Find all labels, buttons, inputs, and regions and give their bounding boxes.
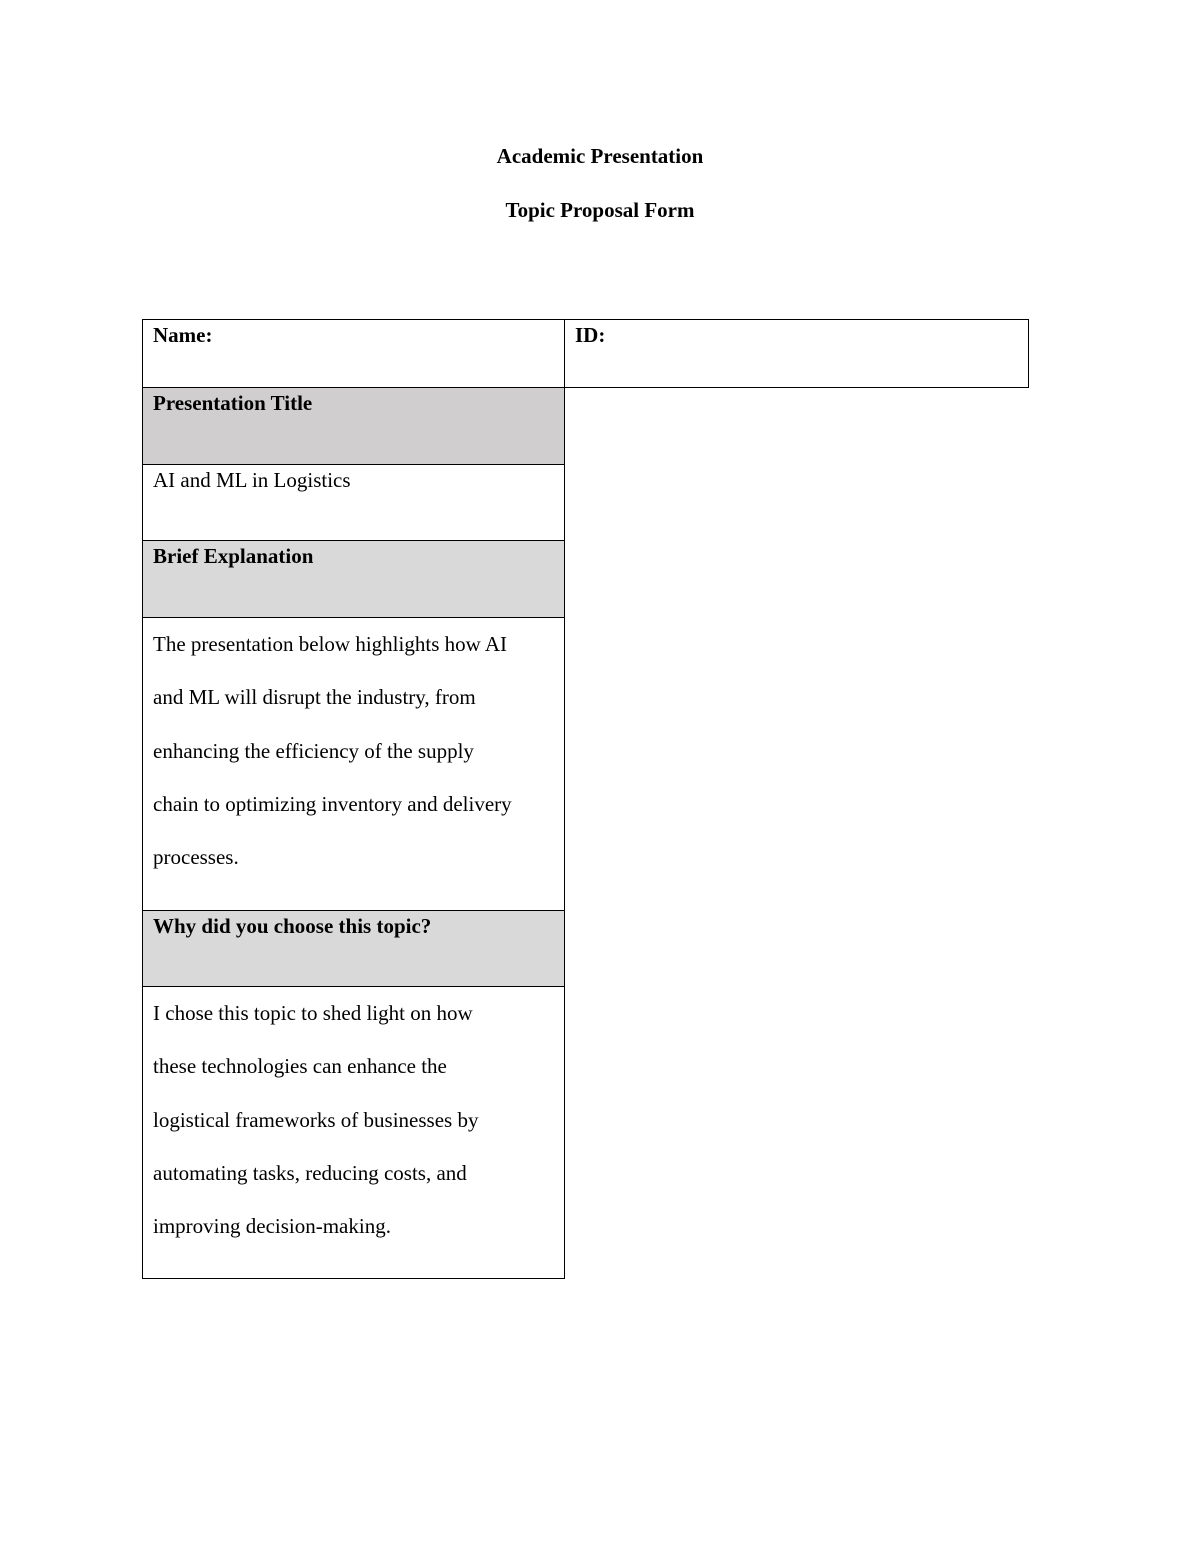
why-topic-text-cell[interactable]: [142, 986, 565, 1279]
presentation-title-heading: Presentation Title: [153, 391, 313, 415]
why-topic-heading-cell: [142, 910, 565, 987]
brief-explanation-line: chain to optimizing inventory and delivery: [153, 791, 512, 816]
why-topic-heading: Why did you choose this topic?: [153, 914, 432, 938]
id-field[interactable]: [564, 319, 1029, 388]
id-label: ID:: [575, 323, 606, 347]
brief-explanation-text-cell[interactable]: [142, 617, 565, 911]
presentation-title-value-cell[interactable]: [142, 464, 565, 541]
brief-explanation-line: enhancing the efficiency of the supply: [153, 738, 474, 763]
why-topic-line: logistical frameworks of businesses by: [153, 1107, 479, 1132]
document-title: Academic Presentation: [496, 144, 704, 168]
why-topic-line: I chose this topic to shed light on how: [153, 1001, 473, 1025]
brief-explanation-heading-cell: [142, 540, 565, 618]
presentation-title-heading-cell: [142, 387, 565, 465]
brief-explanation-line: and ML will disrupt the industry, from: [153, 685, 476, 710]
brief-explanation-heading: Brief Explanation: [153, 544, 314, 568]
name-field[interactable]: [142, 319, 565, 388]
brief-explanation-line: processes.: [153, 845, 239, 870]
why-topic-line: these technologies can enhance the: [153, 1054, 447, 1079]
presentation-title-value: AI and ML in Logistics: [153, 468, 351, 492]
brief-explanation-line: The presentation below highlights how AI: [153, 632, 508, 656]
document-subtitle: Topic Proposal Form: [505, 198, 695, 222]
name-label: Name:: [153, 323, 213, 347]
why-topic-line: improving decision-making.: [153, 1214, 391, 1239]
why-topic-line: automating tasks, reducing costs, and: [153, 1160, 467, 1185]
